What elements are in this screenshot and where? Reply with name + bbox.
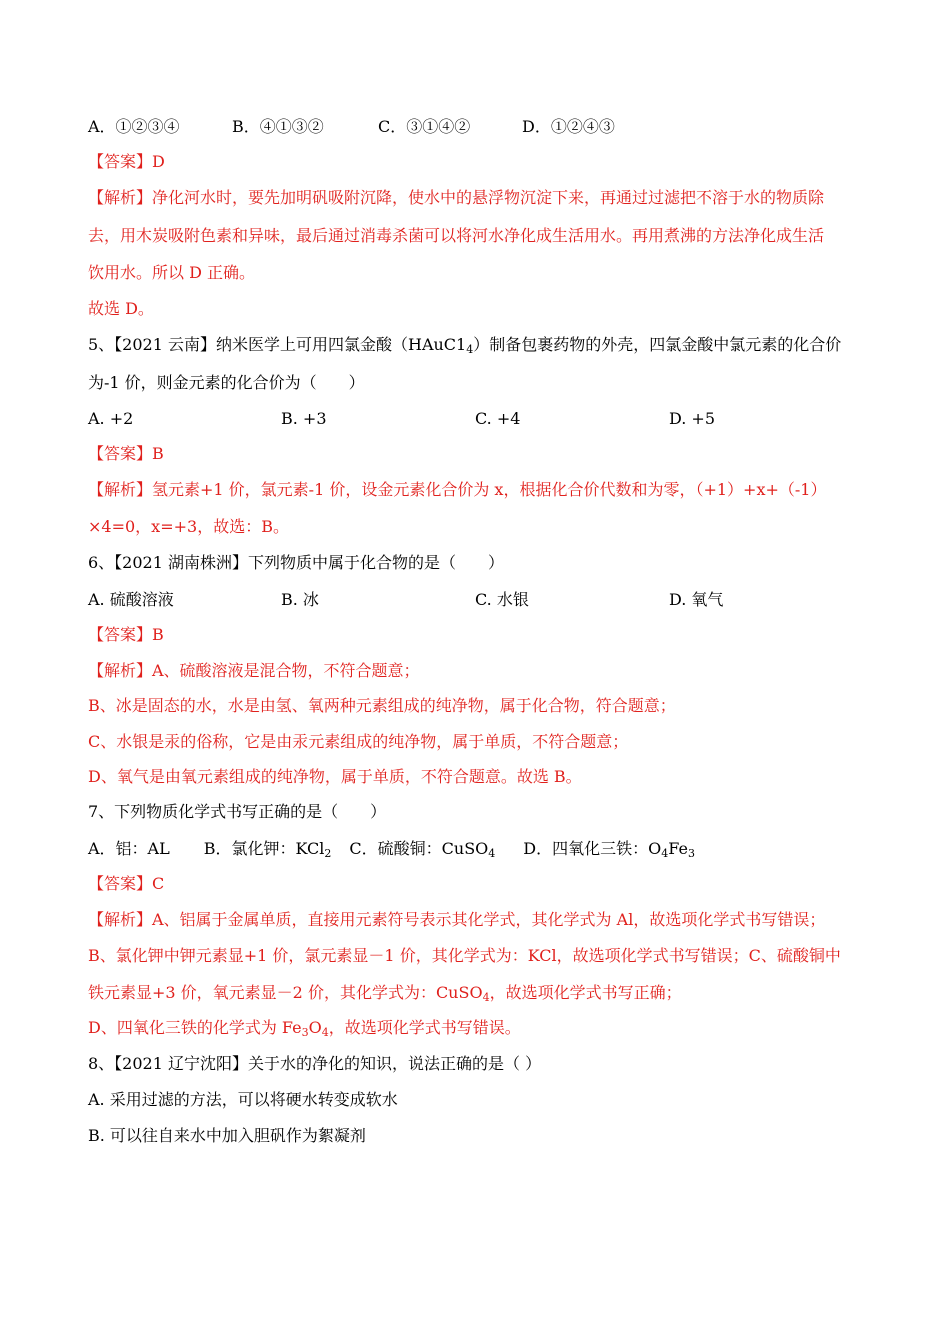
q6-option-a: A. 硫酸溶液 — [88, 590, 174, 609]
q5-option-d: D. +5 — [669, 409, 716, 428]
q6-analysis-line-4: D、氧气是由氧元素组成的纯净物，属于单质，不符合题意。故选 B。 — [88, 767, 582, 786]
q6-analysis-line-2: B、冰是固态的水，水是由氢、氧两种元素组成的纯净物，属于化合物，符合题意； — [88, 696, 676, 715]
q4-answer: 【答案】D — [88, 152, 165, 171]
q5-stem-line-1: 5、【2021 云南】纳米医学上可用四氯金酸$(HAuC1_4)$制备包裹药物的外壳，四氯金酸中氯元素的化合价 — [88, 335, 842, 356]
q7-analysis-line-1: 【解析】A、铝属于金属单质，直接用元素符号表示其化学式，其化学式为 Al，故选项化学式书写错误； — [88, 910, 826, 929]
q7-stem: 7、下列物质化学式书写正确的是（ ） — [88, 802, 387, 821]
q6-answer: 【答案】B — [88, 625, 164, 644]
q5-option-b: B. +3 — [281, 409, 327, 428]
q6-option-c: C. 水银 — [475, 590, 529, 609]
q8-stem: 8、【2021 辽宁沈阳】关于水的净化的知识，说法正确的是（ ） — [88, 1054, 542, 1073]
q5-stem-line-2: 为-1 价，则金元素的化合价为（ ） — [88, 373, 365, 392]
q5-answer: 【答案】B — [88, 444, 164, 463]
q7-answer: 【答案】C — [88, 874, 165, 893]
q6-option-b: B. 冰 — [281, 590, 319, 609]
q8-option-b: B. 可以往自来水中加入胆矾作为絮凝剂 — [88, 1126, 366, 1145]
q5-option-a: A. +2 — [88, 409, 134, 428]
q4-option-d: D．①②④③ — [522, 117, 615, 136]
q6-option-d: D. 氧气 — [669, 590, 724, 609]
q7-analysis-line-3: 铁元素显+3 价，氧元素显－2 价，其化学式为：CuSO$_4$，故选项化学式书写正确； — [88, 983, 682, 1004]
q6-analysis-line-3: C、水银是汞的俗称，它是由汞元素组成的纯净物，属于单质，不符合题意； — [88, 732, 629, 751]
q4-analysis-line-1: 【解析】净化河水时，要先加明矾吸附沉降，使水中的悬浮物沉淀下来，再通过过滤把不溶于水的物质除 — [88, 188, 825, 207]
q5-option-c: C. +4 — [475, 409, 521, 428]
q4-option-a: A．①②③④ — [88, 117, 180, 136]
q6-analysis-line-1: 【解析】A、硫酸溶液是混合物，不符合题意； — [88, 661, 420, 680]
q5-analysis-line-2: ×4=0，x=+3，故选：B。 — [88, 517, 289, 536]
q4-analysis-line-3: 饮用水。所以 D 正确。 — [88, 263, 256, 282]
q7-analysis-line-4: D、四氧化三铁的化学式为 $Fe_3O_4$，故选项化学式书写错误。 — [88, 1018, 521, 1039]
q8-option-a: A. 采用过滤的方法，可以将硬水转变成软水 — [88, 1090, 398, 1109]
q4-analysis-line-2: 去，用木炭吸附色素和异味，最后通过消毒杀菌可以将河水净化成生活用水。再用煮沸的方法净化成生活 — [88, 226, 825, 245]
q4-option-c: C．③①④② — [378, 117, 471, 136]
q7-analysis-line-2: B、氯化钾中钾元素显+1 价，氯元素显－1 价，其化学式为：KCl，故选项化学式书写错误；C、硫酸铜中 — [88, 946, 841, 965]
q5-analysis-line-1: 【解析】氢元素+1 价，氯元素-1 价，设金元素化合价为 x，根据化合价代数和为零，（+1）+x+（-1） — [88, 480, 827, 499]
q4-analysis-line-4: 故选 D。 — [88, 299, 154, 318]
q7-options: A．铝：AL B．氯化钾：KCl$_2$ C．硫酸铜：CuSO$_4$ D．四氧化三铁：$O_4Fe_3$ — [88, 839, 695, 860]
q6-stem: 6、【2021 湖南株洲】下列物质中属于化合物的是（ ） — [88, 553, 504, 572]
q4-option-b: B．④①③② — [232, 117, 324, 136]
